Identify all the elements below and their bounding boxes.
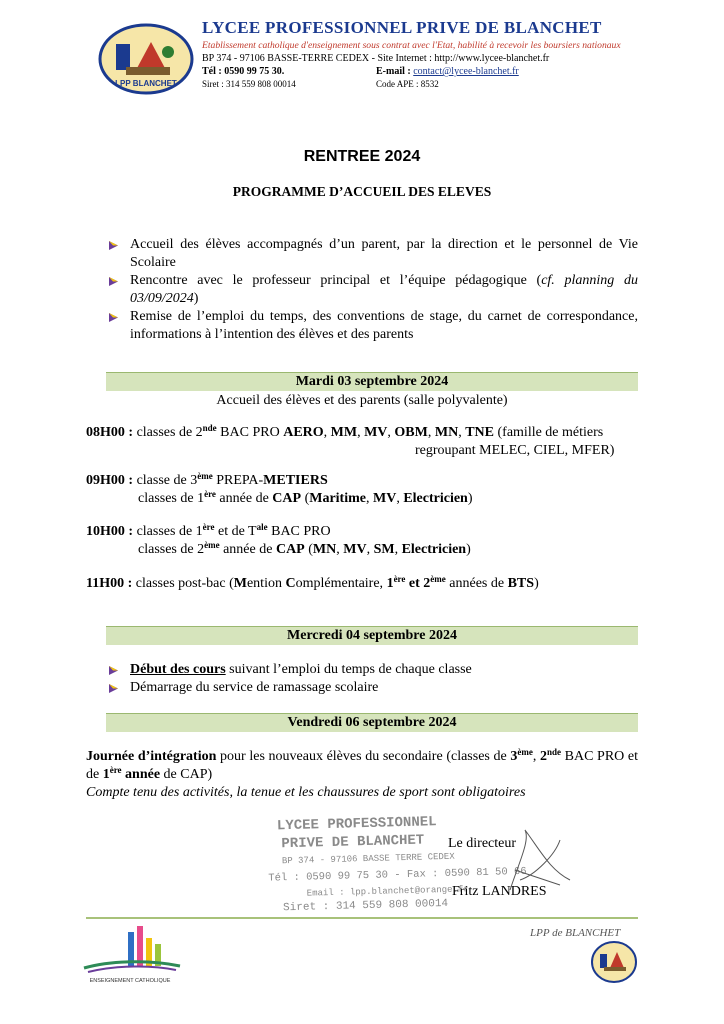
sup: ère: [202, 522, 215, 532]
schedule-08h-line2: regroupant MELEC, CIEL, MFER): [415, 443, 615, 458]
sup: ale: [256, 522, 268, 532]
text: classes de 1: [138, 491, 205, 506]
stamp-line: Tél : 0590 99 75 30 - Fax : 0590 81 50 66: [268, 865, 527, 885]
schedule-09h-line2: [86, 490, 646, 508]
text: MV: [372, 491, 397, 506]
text: ): [534, 576, 539, 591]
text: 2: [539, 749, 547, 764]
stamp-line: Siret : 314 559 808 00014: [282, 897, 449, 915]
text: OBM: [394, 425, 428, 440]
sup: nde: [546, 747, 561, 757]
sup: ème: [204, 540, 220, 550]
vendredi-paragraph: [86, 748, 638, 784]
text: METIERS: [263, 473, 328, 488]
text: année de: [219, 542, 276, 557]
list-item: [106, 272, 638, 308]
list-item: [106, 308, 638, 344]
schedule-08h-line1: [86, 424, 646, 442]
text: BAC PRO et de: [86, 749, 639, 782]
bullet-icon: [108, 312, 119, 323]
schedule-10h-line1: [86, 523, 646, 541]
stamp-line: LYCEE PROFESSIONNEL: [276, 814, 437, 835]
text: classes de 2: [133, 425, 203, 440]
bullet-icon: [108, 240, 119, 251]
stamp-line: Email : lpp.blanchet@orange.fr: [306, 884, 469, 899]
schedule-08h: [86, 424, 646, 460]
text: 1: [102, 767, 110, 782]
text: BAC PRO: [216, 425, 284, 440]
text: CAP: [275, 542, 305, 557]
time-label: 08H00 :: [86, 425, 134, 440]
intro-text-3: Remise de l’emploi du temps, des conventions de stage, du carnet de correspondance, informations à l’intention des élèves et des parents: [130, 309, 638, 342]
text: ): [466, 542, 471, 557]
bullet-icon: [108, 665, 119, 676]
text: de CAP): [160, 767, 213, 782]
text: classes de 2: [138, 542, 205, 557]
text: ): [467, 491, 473, 506]
signatory-name: Fritz LANDRES: [452, 884, 547, 899]
text: MN: [434, 425, 459, 440]
text: 1: [386, 576, 394, 591]
sup: nde: [202, 423, 217, 433]
stamp-line: BP 374 - 97106 BASSE TERRE CEDEX: [281, 851, 455, 867]
time-label: 11H00 :: [86, 576, 133, 591]
text: ,: [387, 425, 395, 440]
footer-school-logo: [590, 940, 638, 984]
text: MN: [312, 542, 337, 557]
text: ,: [396, 491, 404, 506]
text: classe de 3: [133, 473, 198, 488]
text: MM: [330, 425, 358, 440]
footer-divider: [86, 917, 638, 919]
text: ention: [246, 576, 286, 591]
text: et 2: [405, 576, 431, 591]
text: Maritime: [309, 491, 366, 506]
text: pour les nouveaux élèves du secondaire (classes de: [216, 749, 511, 764]
svg-text:ENSEIGNEMENT CATHOLIQUE: ENSEIGNEMENT CATHOLIQUE: [89, 978, 171, 984]
text: ,: [357, 425, 365, 440]
text: omplémentaire,: [295, 576, 387, 591]
sup: ème: [430, 574, 446, 584]
section-band-mercredi: Mercredi 04 septembre 2024: [106, 626, 638, 645]
text: suivant l’emploi du temps de chaque classe: [225, 662, 472, 677]
text: AERO: [283, 425, 324, 440]
vendredi-note: Compte tenu des activités, la tenue et les chaussures de sport sont obligatoires: [86, 785, 526, 800]
intro-text-1: Accueil des élèves accompagnés d’un parent, par la direction et le personnel de Vie Scolaire: [130, 237, 638, 270]
list-item: [106, 679, 638, 697]
text: années de: [445, 576, 508, 591]
bullet-icon: [108, 276, 119, 287]
text: (: [301, 491, 310, 506]
text: ,: [458, 425, 466, 440]
mercredi-list: [106, 661, 638, 697]
text: classes de 1: [133, 524, 203, 539]
schedule-10h: [86, 523, 646, 559]
school-siret: Siret : 314 559 808 00014: [202, 79, 296, 89]
sup: ère: [393, 574, 406, 584]
text: ,: [365, 491, 373, 506]
school-name: LYCEE PROFESSIONNEL PRIVE DE BLANCHET: [202, 18, 602, 37]
text: ,: [394, 542, 402, 557]
intro-text-2: Rencontre avec le professeur principal et l’équipe pédagogique (: [130, 273, 542, 288]
text: ,: [323, 425, 331, 440]
list-item: [106, 661, 638, 679]
email-label: E-mail :: [376, 66, 414, 77]
sup: ère: [109, 765, 122, 775]
text: année de: [215, 491, 273, 506]
text: (: [304, 542, 313, 557]
section-band-mardi: Mardi 03 septembre 2024: [106, 372, 638, 391]
text: ,: [366, 542, 374, 557]
text: SM: [373, 542, 395, 557]
school-address: BP 374 - 97106 BASSE-TERRE CEDEX - Site Internet : http://www.lycee-blanchet.fr: [202, 53, 550, 64]
email-link[interactable]: contact@lycee-blanchet.fr: [413, 66, 519, 77]
time-label: 10H00 :: [86, 524, 134, 539]
text: BTS: [507, 576, 535, 591]
stamp-line: PRIVE DE BLANCHET: [281, 832, 425, 853]
schedule-09h-line1: [86, 472, 646, 490]
signatory-title: Le directeur: [448, 836, 517, 851]
section-band-vendredi: Vendredi 06 septembre 2024: [106, 713, 638, 732]
time-label: 09H00 :: [86, 473, 134, 488]
intro-text-2-ref: cf. planning du 03/09/2024: [130, 273, 638, 306]
svg-text:LPP BLANCHET: LPP BLANCHET: [115, 79, 177, 88]
text: Electricien: [401, 542, 467, 557]
text: ,: [532, 749, 540, 764]
text: et de T: [214, 524, 257, 539]
text: 3: [510, 749, 518, 764]
text: C: [285, 576, 296, 591]
sup: ère: [204, 489, 216, 499]
footer-school-name: LPP de BLANCHET: [530, 927, 621, 939]
text: MV: [343, 542, 367, 557]
intro-text-2-end: ): [193, 291, 199, 306]
text: Electricien: [403, 491, 468, 506]
text: (famille de métiers: [494, 425, 604, 440]
text: PREPA-: [212, 473, 264, 488]
schedule-10h-line2: [86, 541, 646, 559]
bullet-icon: [108, 683, 119, 694]
text: Début des cours: [130, 662, 226, 677]
page-subtitle: PROGRAMME D’ACCUEIL DES ELEVES: [232, 184, 492, 199]
schedule-11h: [86, 575, 646, 593]
schedule-09h: [86, 472, 646, 508]
text: Démarrage du service de ramassage scolaire: [130, 680, 379, 695]
text: CAP: [272, 491, 302, 506]
list-item: [106, 236, 638, 272]
text: BAC PRO: [267, 524, 331, 539]
mardi-intro: Accueil des élèves et des parents (salle polyvalente): [216, 393, 508, 408]
page-title: RENTREE 2024: [303, 148, 421, 165]
text: ,: [427, 425, 435, 440]
sup: ème: [517, 747, 533, 757]
school-ape: Code APE : 8532: [376, 79, 439, 89]
school-email: [376, 66, 519, 77]
school-phone: Tél : 0590 99 75 30.: [202, 66, 285, 77]
school-logo: [96, 22, 196, 96]
text: classes post-bac (: [132, 576, 234, 591]
text: TNE: [465, 425, 494, 440]
text: année: [121, 767, 161, 782]
sup: ème: [197, 471, 213, 481]
text: M: [233, 576, 247, 591]
catholic-education-logo: [82, 924, 182, 984]
text: ,: [336, 542, 344, 557]
intro-list: [106, 236, 638, 344]
text: Journée d’intégration: [86, 749, 217, 764]
school-subtitle: Etablissement catholique d'enseignement sous contrat avec l'Etat, habilité à recevoir les boursiers nationaux: [202, 40, 621, 51]
text: MV: [364, 425, 388, 440]
